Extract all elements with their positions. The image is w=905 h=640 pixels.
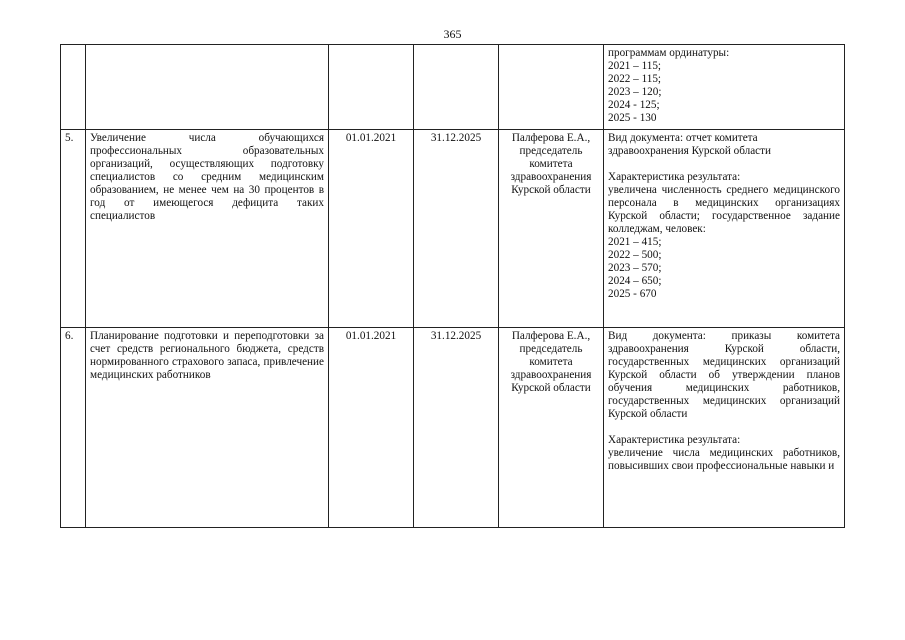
start-date: 01.01.2021 bbox=[329, 130, 414, 328]
result-line: 2021 – 115; bbox=[608, 60, 662, 72]
start-date: 01.01.2021 bbox=[329, 328, 414, 528]
responsible-line: комитета bbox=[529, 356, 573, 368]
table-row bbox=[61, 328, 845, 528]
responsible-cell bbox=[499, 45, 604, 130]
responsible-line: Курской области bbox=[511, 184, 591, 196]
responsible-line: здравоохранения bbox=[510, 171, 592, 183]
task-cell bbox=[86, 45, 329, 130]
start-date bbox=[329, 45, 414, 130]
plan-table bbox=[60, 44, 845, 528]
page-number: 365 bbox=[443, 27, 462, 41]
result-value: 2023 – 570; bbox=[608, 262, 662, 274]
end-date bbox=[414, 45, 499, 130]
result-cell bbox=[604, 130, 845, 328]
row-number bbox=[61, 45, 86, 130]
responsible-line: комитета bbox=[529, 158, 573, 170]
end-date: 31.12.2025 bbox=[414, 130, 499, 328]
responsible-line: Палферова Е.А., bbox=[511, 132, 591, 144]
end-date: 31.12.2025 bbox=[414, 328, 499, 528]
result-characteristic-title: Характеристика результата: bbox=[608, 434, 741, 446]
table-row bbox=[61, 45, 845, 130]
result-value: 2025 - 670 bbox=[608, 288, 657, 300]
result-line: программам ординатуры: bbox=[608, 47, 730, 59]
row-number: 5. bbox=[61, 130, 86, 328]
result-line: 2022 – 115; bbox=[608, 73, 662, 85]
result-cell bbox=[604, 328, 845, 528]
result-value: 2021 – 415; bbox=[608, 236, 662, 248]
responsible-cell bbox=[499, 130, 604, 328]
responsible-line: Курской области bbox=[511, 382, 591, 394]
responsible-cell bbox=[499, 328, 604, 528]
result-line: 2025 - 130 bbox=[608, 112, 657, 124]
result-cell bbox=[604, 45, 845, 130]
result-document: Вид документа: приказы комитета здравоохранения Курской области, государственных медицинских организаций Курской области об утверждении планов обучения медицинских работников, государственных медицинских организаций Курской области bbox=[608, 330, 840, 420]
result-value: 2022 – 500; bbox=[608, 249, 662, 261]
result-line: 2024 - 125; bbox=[608, 99, 660, 111]
responsible-line: председатель bbox=[519, 145, 583, 157]
result-characteristic-text: увеличена численность среднего медицинского персонала в медицинских организациях Курской области; государственное задание колледжам, человек: bbox=[608, 184, 840, 235]
responsible-line: председатель bbox=[519, 343, 583, 355]
result-characteristic-text: увеличение числа медицинских работников, повысивших свои профессиональные навыки и bbox=[608, 447, 840, 472]
row-number: 6. bbox=[61, 328, 86, 528]
responsible-line: Палферова Е.А., bbox=[511, 330, 591, 342]
task-cell: Планирование подготовки и переподготовки за счет средств регионального бюджета, средств нормированного страхового запаса, привлечение медицинских работников bbox=[86, 328, 329, 528]
result-characteristic-title: Характеристика результата: bbox=[608, 171, 741, 183]
responsible-line: здравоохранения bbox=[510, 369, 592, 381]
task-cell: Увеличение числа обучающихся профессиональных образовательных организаций, осуществляющих подготовку специалистов со средним медицинским образованием, не менее чем на 30 процентов в год от имеющегося дефицита таких специалистов bbox=[86, 130, 329, 328]
result-value: 2024 – 650; bbox=[608, 275, 662, 287]
result-document: Вид документа: отчет комитета здравоохранения Курской области bbox=[608, 132, 772, 157]
table-row bbox=[61, 130, 845, 328]
result-line: 2023 – 120; bbox=[608, 86, 662, 98]
